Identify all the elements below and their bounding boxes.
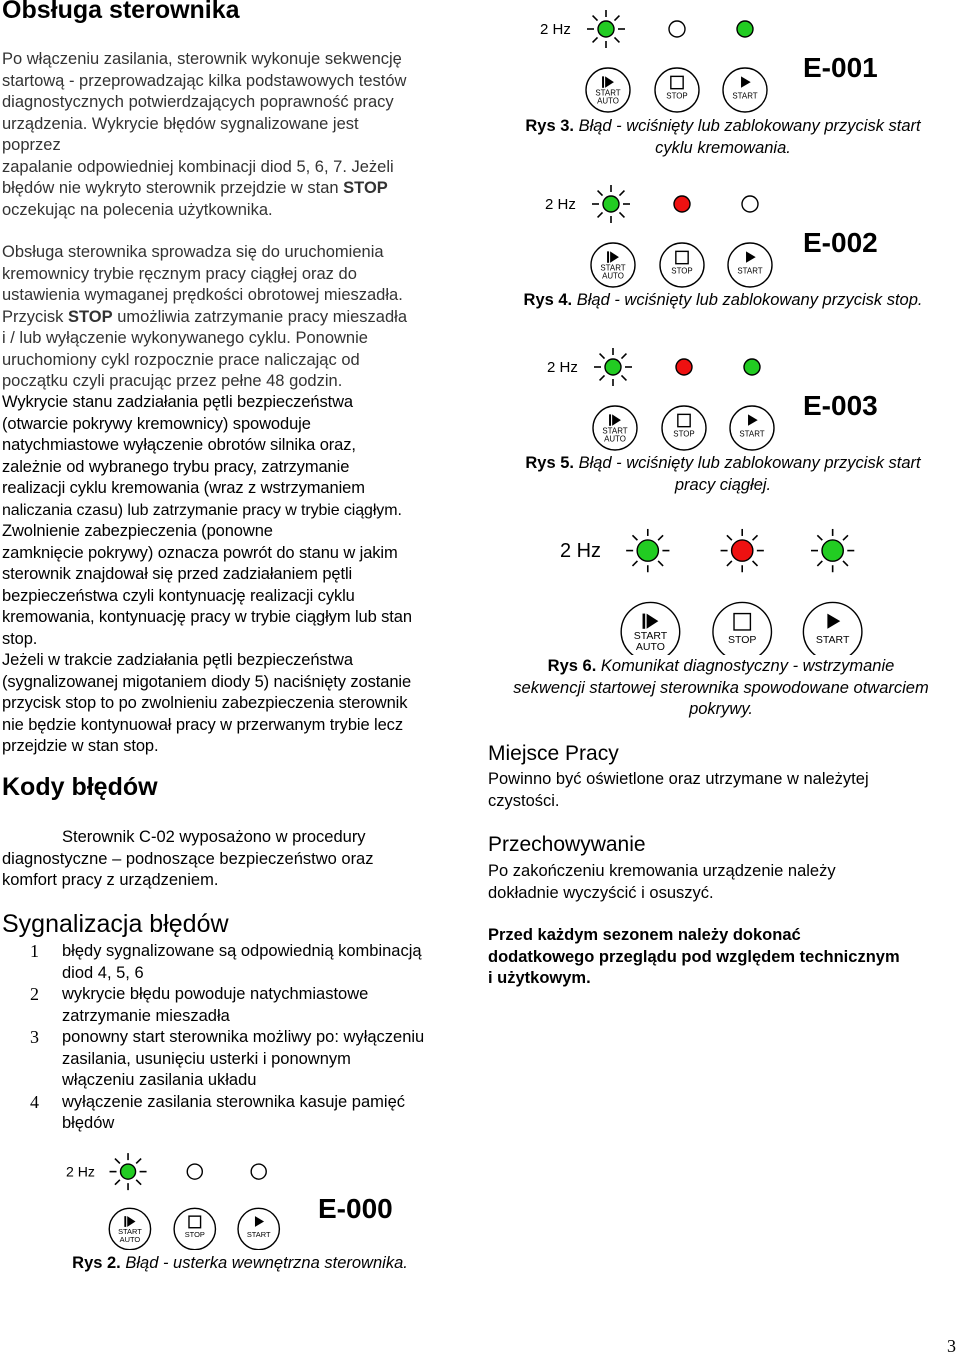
frequency-label: 2 Hz <box>560 540 601 563</box>
button-label: START <box>815 633 850 646</box>
text-line: zależnie od wybranego trybu pracy, zatrzymanie <box>2 457 350 476</box>
blink-ray <box>593 16 598 21</box>
stop-button <box>660 243 704 287</box>
led-indicator <box>598 21 614 37</box>
text-line: natychmiastowe wyłączenie obrotów silnika oraz, <box>2 436 356 454</box>
text-line: włączeniu zasilania układu <box>62 1071 257 1089</box>
caption-label: Rys 6. <box>547 657 597 675</box>
text-line: oczekując na polecenia użytkownika. <box>2 200 273 219</box>
operation-paragraph-c <box>2 392 468 758</box>
signal-list <box>0 941 470 1135</box>
blink-ray <box>753 535 758 540</box>
caption-label: Rys 4. <box>523 291 573 309</box>
start-button <box>728 243 772 287</box>
text-line: (otwarcie pokrywy kremownicy) spowoduje <box>2 414 311 433</box>
text-line: wykrycie błędu powoduje natychmiastowe <box>62 985 369 1003</box>
led-indicator <box>187 1164 202 1179</box>
led-indicator <box>822 540 843 561</box>
text-line <box>2 307 468 329</box>
blink-ray <box>136 1180 141 1185</box>
text-line: początku czyli pracując przez pełne 48 godzin. <box>2 372 343 390</box>
blink-ray <box>614 37 619 42</box>
caption-label: Rys 2. <box>72 1254 121 1272</box>
list-item <box>0 1027 470 1092</box>
list-number: 1 <box>30 941 39 961</box>
start-button <box>730 406 774 450</box>
bar-icon <box>643 614 646 629</box>
stop-icon <box>678 414 690 426</box>
text-line: Po włączeniu zasilania, sterownik wykonuje sekwencję <box>2 50 402 68</box>
button-label: STOP <box>671 266 693 276</box>
led-indicator <box>732 540 753 561</box>
led-indicator <box>251 1164 266 1179</box>
text-line: zasilania, usunięciu usterki i ponownym <box>62 1049 351 1068</box>
text-span: błędów nie wykryto sterownik przejdzie w stan <box>2 179 344 197</box>
led-indicator <box>603 196 619 212</box>
text-line <box>2 178 468 200</box>
blink-ray <box>619 212 624 217</box>
stop-keyword: STOP <box>343 179 388 197</box>
list-item <box>0 941 470 984</box>
blink-ray <box>658 535 663 540</box>
text-line: nie będzie kontynuował pracy w przerwanym trybie lecz <box>2 715 403 734</box>
text-line: diod 4, 5, 6 <box>62 963 144 982</box>
text-line: wyłączenie zasilania sterownika kasuje pamięć <box>62 1092 405 1111</box>
text-line: naliczania czasu) lub zatrzymanie pracy w trybie ciągłym. <box>2 501 402 519</box>
stop-button <box>655 68 699 112</box>
blink-ray <box>600 375 605 380</box>
text-line: zapalanie odpowiedniej kombinacji diod 5, 6, 7. Jeżeli <box>2 157 394 176</box>
figure-caption <box>486 453 960 496</box>
text-line: ponowny start sterownika możliwy po: wyłączeniu <box>62 1028 425 1046</box>
text-line: zamknięcie pokrywy) oznacza powrót do stanu w jakim <box>2 543 398 562</box>
button-label: START <box>600 263 626 273</box>
text-line: kremowania, kontynuację pracy w trybie ciągłym lub stan <box>2 608 412 626</box>
text-line: Obsługa sterownika sprowadza się do uruchomienia <box>2 243 384 261</box>
text-line: Jeżeli w trakcie zadziałania pętli bezpieczeństwa <box>2 651 353 669</box>
text-line: diagnostyczne – podnoszące bezpieczeństwo oraz <box>2 849 374 868</box>
caption-text: Komunikat diagnostyczny - wstrzymanie <box>596 657 895 675</box>
miejsce-paragraph <box>488 769 948 812</box>
kody-paragraph <box>2 827 468 892</box>
blink-ray <box>817 561 822 566</box>
led-indicator <box>669 21 685 37</box>
frequency-label: 2 Hz <box>66 1163 95 1180</box>
button-label: START <box>595 88 621 98</box>
button-label: START <box>602 426 628 436</box>
caption-text: Błąd - wciśnięty lub zablokowany przycisk stop. <box>572 291 923 309</box>
text-line: sterownik znajdował się przed zadziałaniem pętli <box>2 565 353 583</box>
button-label: START <box>118 1227 142 1237</box>
blink-ray <box>115 1180 120 1185</box>
frequency-label: 2 Hz <box>547 359 578 376</box>
text-line: czystości. <box>488 791 560 810</box>
led-indicator <box>676 359 692 375</box>
figure-caption <box>486 116 960 159</box>
blink-ray <box>843 535 848 540</box>
figure-caption <box>482 656 960 721</box>
caption-text: pracy ciągłej. <box>674 475 772 494</box>
caption-text: cyklu kremowania. <box>655 138 791 157</box>
blink-ray <box>632 535 637 540</box>
button-label: START <box>739 429 765 439</box>
text-line: komfort pracy z urządzeniem. <box>2 871 219 889</box>
panel-diagram-e001 <box>540 6 780 114</box>
text-line: Sterownik C-02 wyposażono w procedury <box>62 828 366 846</box>
text-line: błędów <box>62 1114 115 1132</box>
text-line: przycisk stop to po zwolnieniu zabezpieczenia sterownik <box>2 694 408 712</box>
stop-keyword: STOP <box>68 307 113 326</box>
blink-ray <box>115 1159 120 1164</box>
button-label: STOP <box>184 1229 205 1239</box>
led-indicator <box>744 359 760 375</box>
button-label: START <box>732 91 758 101</box>
led-indicator <box>674 196 690 212</box>
page-title: Obsługa sterownika <box>2 0 240 24</box>
error-code: E-000 <box>318 1193 393 1224</box>
caption-text: sekwencji startowej sterownika spowodowane otwarciem <box>513 678 929 697</box>
list-number: 3 <box>30 1027 39 1047</box>
button-label: START <box>246 1229 271 1239</box>
text-line: i / lub wyłączenie wykonywanego cyklu. Ponownie <box>2 329 368 347</box>
page-number: 3 <box>947 1336 956 1356</box>
text-line: dokładnie wyczyścić i osuszyć. <box>488 883 714 902</box>
led-indicator <box>737 21 753 37</box>
start-button <box>803 602 862 655</box>
section-heading-przechowywanie: Przechowywanie <box>488 833 646 856</box>
frequency-label: 2 Hz <box>540 21 571 38</box>
button-label: STOP <box>727 633 757 646</box>
caption-text: Błąd - wciśnięty lub zablokowany przycisk start <box>573 454 921 472</box>
list-number: 4 <box>30 1091 39 1112</box>
stop-icon <box>734 614 750 630</box>
blink-ray <box>727 535 732 540</box>
stop-icon <box>671 76 683 88</box>
text-line: Przed każdym sezonem należy dokonać <box>488 926 801 944</box>
blink-ray <box>598 191 603 196</box>
start-button <box>723 68 767 112</box>
panel-diagram-diagnostic <box>560 520 880 655</box>
blink-ray <box>727 561 732 566</box>
text-line: błędy sygnalizowane są odpowiednią kombinacją <box>62 942 422 960</box>
section-heading-kody: Kody błędów <box>2 773 158 801</box>
button-label: AUTO <box>635 640 665 653</box>
bar-icon <box>607 251 609 262</box>
error-code: E-003 <box>803 390 878 421</box>
bar-icon <box>124 1216 126 1227</box>
blink-ray <box>632 561 637 566</box>
blink-ray <box>619 191 624 196</box>
text-line: diagnostycznych potwierdzających poprawność pracy <box>2 93 394 111</box>
button-label: AUTO <box>119 1234 141 1244</box>
text-line: startową - przeprowadzając kilka podstawowych testów <box>2 71 407 90</box>
text-line: (sygnalizowanej migotaniem diody 5) naciśnięty zostanie <box>2 672 412 691</box>
text-span: Przycisk <box>2 307 68 326</box>
led-indicator <box>605 359 621 375</box>
figure-caption <box>30 1253 450 1275</box>
led-indicator <box>742 196 758 212</box>
led-indicator <box>637 540 658 561</box>
caption-text: Błąd - usterka wewnętrzna sterownika. <box>120 1254 408 1272</box>
section-heading-sygnalizacja: Sygnalizacja błędów <box>2 910 229 938</box>
stop-button <box>662 406 706 450</box>
text-line: stop. <box>2 629 38 648</box>
led-indicator <box>121 1164 136 1179</box>
button-label: STOP <box>673 429 695 439</box>
blink-ray <box>598 212 603 217</box>
figure-caption <box>486 290 960 312</box>
blink-ray <box>843 561 848 566</box>
panel-svg <box>547 344 787 452</box>
text-line: Powinno być oświetlone oraz utrzymane w należytej <box>488 770 869 788</box>
text-line: urządzenia. Wykrycie błędów sygnalizowane jest <box>2 114 359 133</box>
text-line: Wykrycie stanu zadziałania pętli bezpieczeństwa <box>2 393 353 411</box>
blink-ray <box>753 561 758 566</box>
list-item <box>0 1092 470 1135</box>
bar-icon <box>609 414 611 425</box>
panel-diagram-e003 <box>547 344 787 452</box>
caption-text: Błąd - wciśnięty lub zablokowany przycisk start <box>573 117 921 135</box>
text-line: i użytkowym. <box>488 969 591 987</box>
panel-svg <box>540 6 780 114</box>
button-label: AUTO <box>597 96 619 106</box>
blink-ray <box>658 561 663 566</box>
inspection-note <box>488 925 958 990</box>
panel-svg <box>545 181 785 289</box>
text-line: ustawienia wymaganej prędkości obrotowej mieszadła. <box>2 286 403 304</box>
blink-ray <box>136 1159 141 1164</box>
caption-label: Rys 5. <box>525 454 574 472</box>
stop-icon <box>189 1216 201 1228</box>
list-item <box>0 984 470 1027</box>
error-code: E-001 <box>803 52 878 83</box>
przechowywanie-paragraph <box>488 861 948 904</box>
button-label: STOP <box>666 91 688 101</box>
blink-ray <box>593 37 598 42</box>
text-line: Po zakończeniu kremowania urządzenie należy <box>488 862 836 880</box>
intro-paragraph <box>2 49 468 221</box>
text-line: kremownicy trybie ręcznym pracy ciągłej oraz do <box>2 264 357 283</box>
error-code: E-002 <box>803 227 878 258</box>
text-line: Zwolnienie zabezpieczenia (ponowne <box>2 522 273 540</box>
blink-ray <box>621 354 626 359</box>
text-line: poprzez <box>2 136 61 154</box>
button-label: AUTO <box>604 434 626 444</box>
text-line: przejdzie w stan stop. <box>2 737 159 755</box>
text-span: umożliwia zatrzymanie pracy mieszadła <box>112 307 407 326</box>
text-line: uruchomiony cykl rozpocznie prace naliczając od <box>2 350 360 369</box>
list-number: 2 <box>30 984 39 1004</box>
caption-text: pokrywy. <box>689 700 753 718</box>
text-line: bezpieczeństwa czyli kontynuację realizacji cyklu <box>2 586 355 605</box>
text-line: dodatkowego przeglądu pod względem technicznym <box>488 947 900 966</box>
stop-icon <box>676 251 688 263</box>
blink-ray <box>621 375 626 380</box>
button-label: START <box>737 266 763 276</box>
panel-svg <box>560 520 880 655</box>
text-line: realizacji cyklu kremowania (wraz z wstrzymaniem <box>2 479 365 497</box>
section-heading-miejsce: Miejsce Pracy <box>488 742 619 765</box>
caption-label: Rys 3. <box>525 117 574 135</box>
bar-icon <box>602 76 604 87</box>
text-line: zatrzymanie mieszadła <box>62 1006 230 1025</box>
button-label: AUTO <box>602 271 624 281</box>
blink-ray <box>817 535 822 540</box>
blink-ray <box>614 16 619 21</box>
frequency-label: 2 Hz <box>545 196 576 213</box>
button-label: START <box>633 630 668 643</box>
blink-ray <box>600 354 605 359</box>
operation-paragraph-a <box>2 242 468 393</box>
panel-diagram-e002 <box>545 181 785 289</box>
